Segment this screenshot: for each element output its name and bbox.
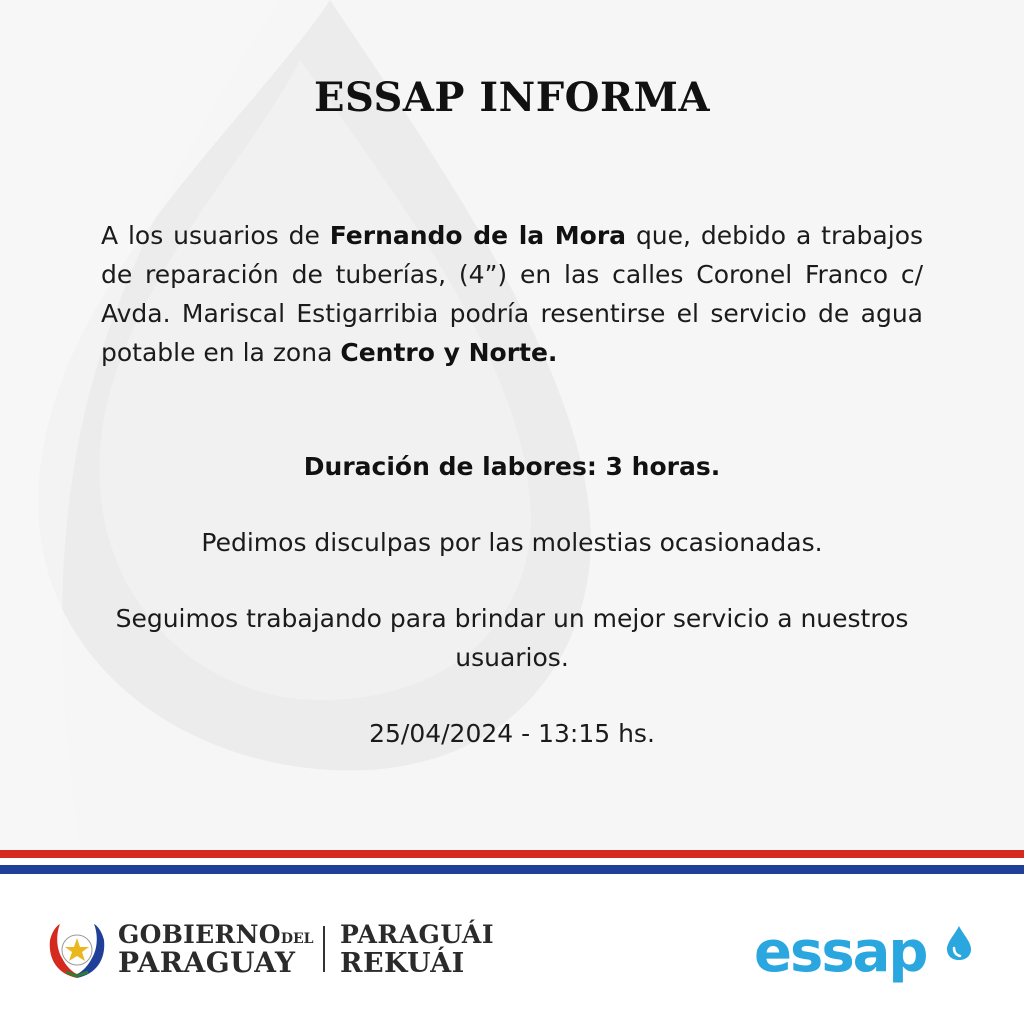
- footer: [0, 874, 1024, 1024]
- government-name-line2: PARAGUAY: [118, 946, 296, 979]
- gov-word-gobierno: GOBIERNO: [118, 920, 281, 949]
- slogan-line1: PARAGUÁI: [340, 920, 495, 949]
- page-title: ESSAP INFORMA: [314, 74, 710, 121]
- city-name: Fernando de la Mora: [329, 221, 627, 250]
- datetime-text: 25/04/2024 - 13:15 hs.: [369, 719, 655, 748]
- government-name-line1: [118, 920, 313, 949]
- apology-text: Pedimos disculpas por las molestias ocasionadas.: [201, 528, 823, 557]
- duration-text: Duración de labores: 3 horas.: [303, 452, 721, 481]
- water-drop-icon: [944, 924, 974, 962]
- slogan-line2: REKUÁI: [340, 948, 465, 979]
- essap-logo: essap: [754, 920, 927, 985]
- national-seal-icon: [44, 918, 110, 984]
- flag-stripe-blue: [0, 865, 1024, 874]
- zone-name: Centro y Norte.: [340, 338, 558, 367]
- flag-stripe-white: [0, 858, 1024, 865]
- intro-middle: que, debido a trabajos de reparación de tuberías, (4”) en las calles Coronel Franco c/ Avda. Mariscal Estigarribia podría resentirse el servicio de agua potable en la zona: [101, 221, 924, 367]
- promise-text: Seguimos trabajando para brindar un mejor servicio a nuestros usuarios.: [115, 604, 909, 672]
- intro-prefix: A los usuarios de: [101, 221, 330, 250]
- notice-intro: [101, 216, 923, 372]
- footer-divider: [323, 926, 325, 972]
- gov-word-del: DEL: [280, 931, 314, 947]
- flag-stripe-red: [0, 850, 1024, 858]
